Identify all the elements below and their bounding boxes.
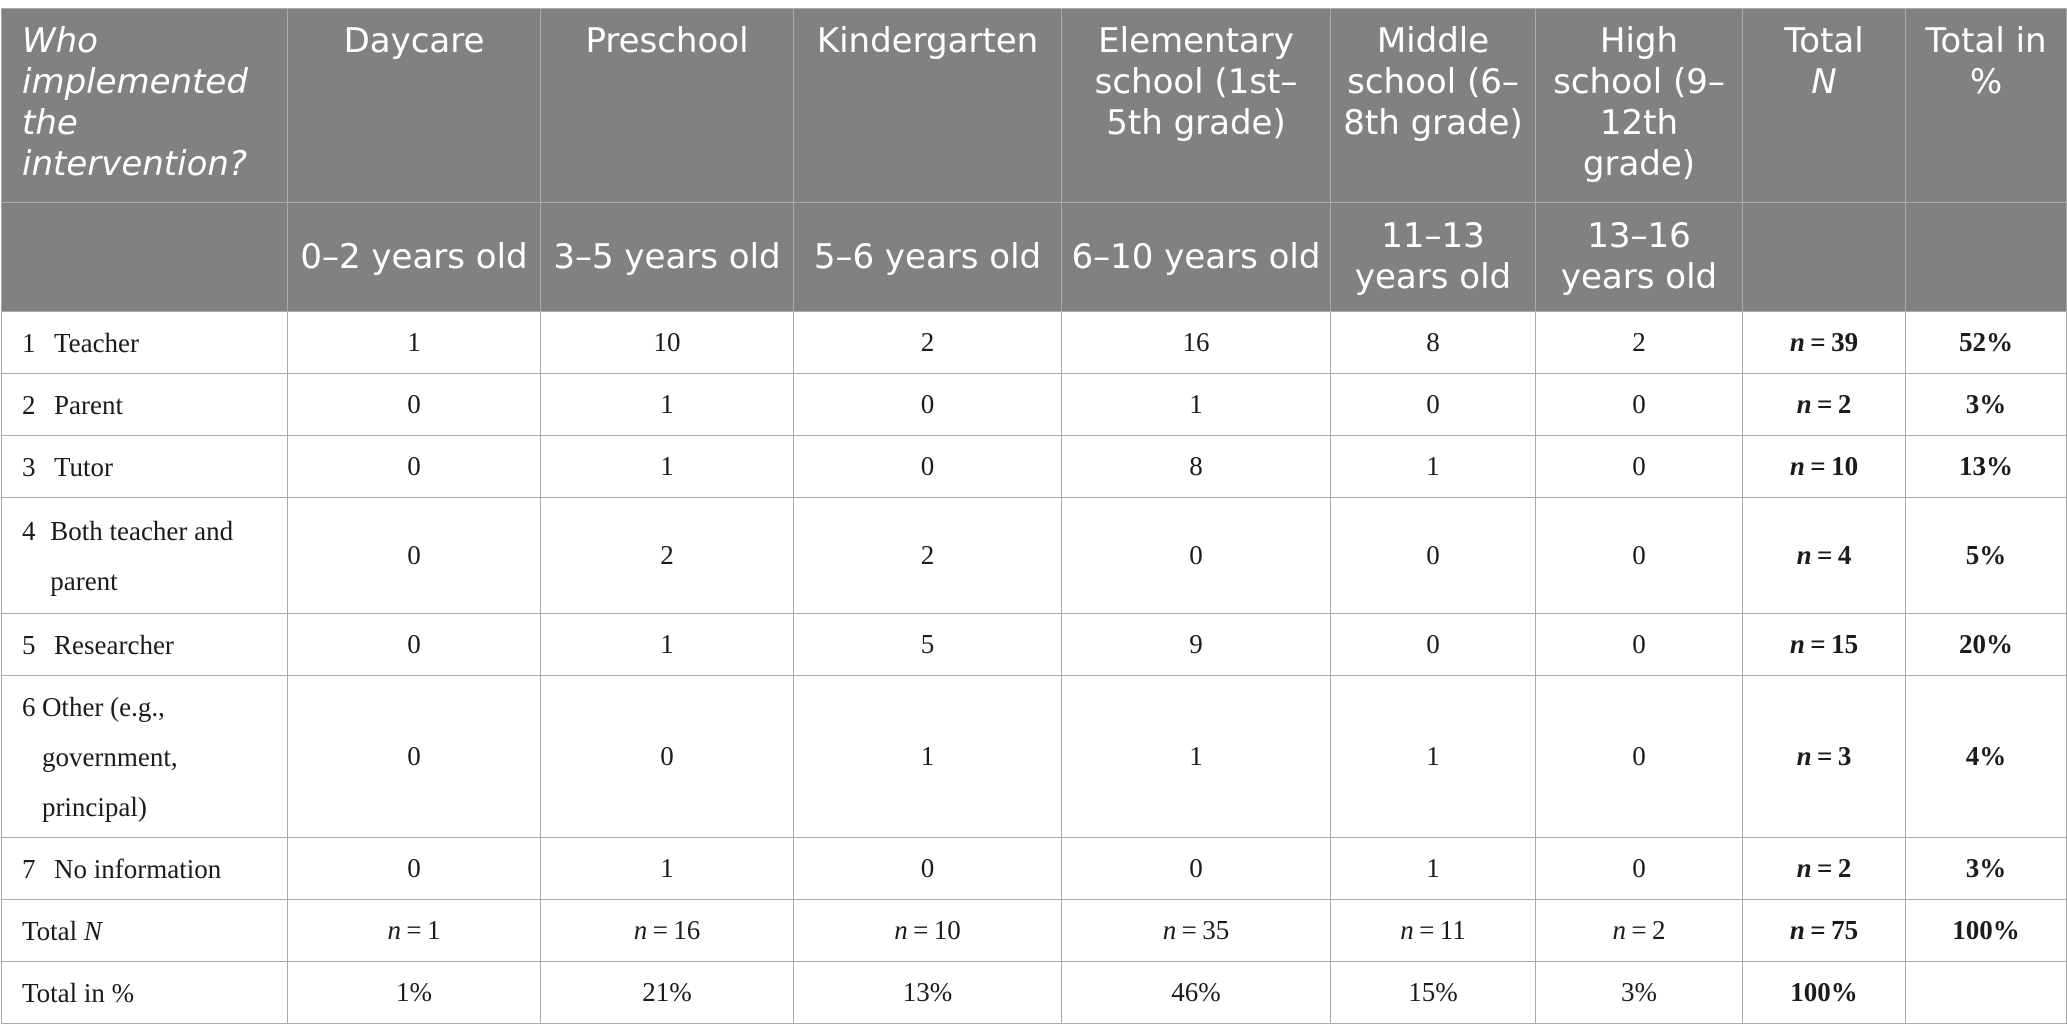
cell-total-n: n = 16 — [541, 900, 794, 962]
cell-total-n: n = 10 — [1743, 436, 1906, 498]
total-n-value: 11 — [1439, 915, 1466, 945]
cell-value: 0 — [1536, 374, 1743, 436]
total-n-row-label — [2, 900, 288, 962]
cell-total-pct: 3% — [1906, 374, 2067, 436]
cell-value: 1 — [1331, 436, 1536, 498]
cell-value: 1 — [1331, 676, 1536, 838]
table-row — [2, 676, 2067, 838]
cell-value: 0 — [1536, 838, 1743, 900]
total-n-row-label-text: Total — [22, 915, 78, 946]
row-label-text: Both teacher and parent — [50, 515, 234, 596]
cell-value: 0 — [288, 374, 541, 436]
cell-value: 0 — [541, 676, 794, 838]
table-row — [2, 498, 2067, 614]
n-prefix: n — [1162, 915, 1177, 945]
cell-total-n: n = 39 — [1743, 312, 1906, 374]
row-label-text: Teacher — [54, 327, 140, 358]
n-prefix: n — [1400, 915, 1414, 945]
n-prefix: n — [1789, 629, 1805, 659]
cell-total-pct: 3% — [1906, 838, 2067, 900]
header-middle: Middle school (6–8th grade) — [1331, 9, 1536, 203]
cell-value: 10 — [541, 312, 794, 374]
row-number: 1 — [22, 327, 36, 358]
header-age-middle: 11–13 years old — [1331, 203, 1536, 312]
cell-value: 1 — [541, 436, 794, 498]
row-label — [2, 312, 288, 374]
cell-value: 0 — [1331, 374, 1536, 436]
row-number: 4 — [22, 515, 36, 546]
cell-value: 1 — [1062, 676, 1331, 838]
total-pct-row-label: Total in % — [2, 962, 288, 1024]
cell-value: 1 — [288, 312, 541, 374]
cell-total-n: n = 2 — [1536, 900, 1743, 962]
total-n-value: 35 — [1202, 915, 1230, 945]
header-high: High school (9–12th grade) — [1536, 9, 1743, 203]
cell-total-n: n = 2 — [1743, 374, 1906, 436]
total-n-row-label-italic: N — [83, 915, 102, 946]
cell-value: 2 — [1536, 312, 1743, 374]
total-n-value: 2 — [1837, 853, 1852, 883]
cell-value: 1 — [541, 374, 794, 436]
table-row — [2, 374, 2067, 436]
cell-value: 9 — [1062, 614, 1331, 676]
total-n-value: 39 — [1831, 327, 1859, 357]
n-prefix: n — [1789, 451, 1805, 481]
cell-value: 0 — [288, 614, 541, 676]
header-age-blank — [2, 203, 288, 312]
n-prefix: n — [1796, 853, 1812, 883]
cell-value: 21% — [541, 962, 794, 1024]
cell-value: 2 — [794, 498, 1062, 614]
cell-total-n: n = 11 — [1331, 900, 1536, 962]
row-label-text: Other (e.g., government, principal) — [41, 691, 178, 822]
cell-value: 0 — [288, 498, 541, 614]
row-number: 3 — [22, 451, 36, 482]
row-label-text: Researcher — [54, 629, 174, 660]
row-number: 7 — [22, 853, 36, 884]
cell-total-n: n = 15 — [1743, 614, 1906, 676]
n-prefix: n — [633, 915, 648, 945]
total-n-value: 15 — [1831, 629, 1859, 659]
cell-value: 3% — [1536, 962, 1743, 1024]
cell-total-n: n = 2 — [1743, 838, 1906, 900]
cell-value: 0 — [1536, 614, 1743, 676]
header-age-daycare: 0–2 years old — [288, 203, 541, 312]
row-label-text: No information — [54, 853, 222, 884]
table-row — [2, 614, 2067, 676]
total-n-value: 75 — [1831, 915, 1859, 945]
cell-total-n: 100% — [1743, 962, 1906, 1024]
cell-value: 1 — [794, 676, 1062, 838]
n-prefix: n — [387, 915, 401, 945]
cell-total-pct: 13% — [1906, 436, 2067, 498]
table-row — [2, 436, 2067, 498]
cell-value: 0 — [1536, 436, 1743, 498]
cell-value: 1% — [288, 962, 541, 1024]
table-row — [2, 312, 2067, 374]
total-n-value: 2 — [1652, 915, 1666, 945]
row-label — [2, 498, 288, 614]
n-prefix: n — [1789, 915, 1805, 945]
cell-value: 0 — [1331, 614, 1536, 676]
header-preschool: Preschool — [541, 9, 794, 203]
total-n-value: 1 — [427, 915, 441, 945]
cell-total-n: n = 4 — [1743, 498, 1906, 614]
cell-total-n: n = 75 — [1743, 900, 1906, 962]
total-n-value: 10 — [933, 915, 961, 945]
cell-value: 1 — [1062, 374, 1331, 436]
cell-total-pct: 4% — [1906, 676, 2067, 838]
header-age-blank-pct — [1906, 203, 2067, 312]
row-number: 5 — [22, 629, 36, 660]
cell-total-pct: 52% — [1906, 312, 2067, 374]
header-total-n-italic: N — [1811, 62, 1837, 102]
header-age-elementary: 6–10 years old — [1062, 203, 1331, 312]
cell-value: 8 — [1331, 312, 1536, 374]
row-label — [2, 374, 288, 436]
row-label — [2, 838, 288, 900]
n-prefix: n — [1796, 540, 1812, 570]
total-pct-row — [2, 962, 2067, 1024]
header-age-kindergarten: 5–6 years old — [794, 203, 1062, 312]
header-row-ages — [2, 203, 2067, 312]
cell-value: 0 — [1536, 676, 1743, 838]
cell-value: 1 — [541, 838, 794, 900]
cell-total-n: n = 35 — [1062, 900, 1331, 962]
n-prefix: n — [1796, 389, 1812, 419]
cell-value: 46% — [1062, 962, 1331, 1024]
cell-value: 0 — [1062, 498, 1331, 614]
cell-value: 0 — [1536, 498, 1743, 614]
cell-total-pct — [1906, 962, 2067, 1024]
total-n-value: 4 — [1837, 540, 1852, 570]
cell-value: 0 — [794, 838, 1062, 900]
header-age-high: 13–16 years old — [1536, 203, 1743, 312]
cell-value: 16 — [1062, 312, 1331, 374]
total-n-row — [2, 900, 2067, 962]
n-prefix: n — [1612, 915, 1626, 945]
total-n-value: 16 — [673, 915, 701, 945]
intervention-table — [1, 8, 2067, 1024]
table-body — [2, 312, 2067, 1024]
cell-total-n: n = 3 — [1743, 676, 1906, 838]
cell-value: 0 — [794, 436, 1062, 498]
cell-value: 0 — [1331, 498, 1536, 614]
cell-value: 5 — [794, 614, 1062, 676]
row-label-text: Parent — [54, 389, 123, 420]
n-prefix: n — [1789, 327, 1805, 357]
header-elementary: Elementary school (1st–5th grade) — [1062, 9, 1331, 203]
row-label-text: Tutor — [54, 451, 114, 482]
cell-value: 15% — [1331, 962, 1536, 1024]
header-total-n-label: Total — [1784, 21, 1864, 61]
cell-value: 2 — [794, 312, 1062, 374]
row-label — [2, 676, 288, 838]
cell-value: 0 — [1062, 838, 1331, 900]
n-prefix: n — [1796, 741, 1812, 771]
n-prefix: n — [894, 915, 908, 945]
row-number: 2 — [22, 389, 36, 420]
header-total-n — [1743, 9, 1906, 203]
cell-total-pct: 100% — [1906, 900, 2067, 962]
cell-value: 1 — [541, 614, 794, 676]
cell-value: 0 — [794, 374, 1062, 436]
cell-value: 0 — [288, 838, 541, 900]
cell-total-n: n = 1 — [288, 900, 541, 962]
cell-value: 1 — [1331, 838, 1536, 900]
cell-value: 0 — [288, 676, 541, 838]
cell-value: 2 — [541, 498, 794, 614]
row-label — [2, 614, 288, 676]
total-n-value: 3 — [1837, 741, 1852, 771]
header-kindergarten: Kindergarten — [794, 9, 1062, 203]
header-age-preschool: 3–5 years old — [541, 203, 794, 312]
cell-value: 0 — [288, 436, 541, 498]
header-daycare: Daycare — [288, 9, 541, 203]
header-age-blank-n — [1743, 203, 1906, 312]
cell-total-pct: 5% — [1906, 498, 2067, 614]
row-label — [2, 436, 288, 498]
total-n-value: 10 — [1831, 451, 1859, 481]
cell-value: 13% — [794, 962, 1062, 1024]
header-row-names — [2, 9, 2067, 203]
cell-total-n: n = 10 — [794, 900, 1062, 962]
total-n-value: 2 — [1837, 389, 1852, 419]
header-total-pct: Total in % — [1906, 9, 2067, 203]
row-number: 6 — [22, 691, 36, 722]
cell-value: 8 — [1062, 436, 1331, 498]
cell-total-pct: 20% — [1906, 614, 2067, 676]
table-row — [2, 838, 2067, 900]
header-question: Who implemented the intervention? — [2, 9, 288, 203]
